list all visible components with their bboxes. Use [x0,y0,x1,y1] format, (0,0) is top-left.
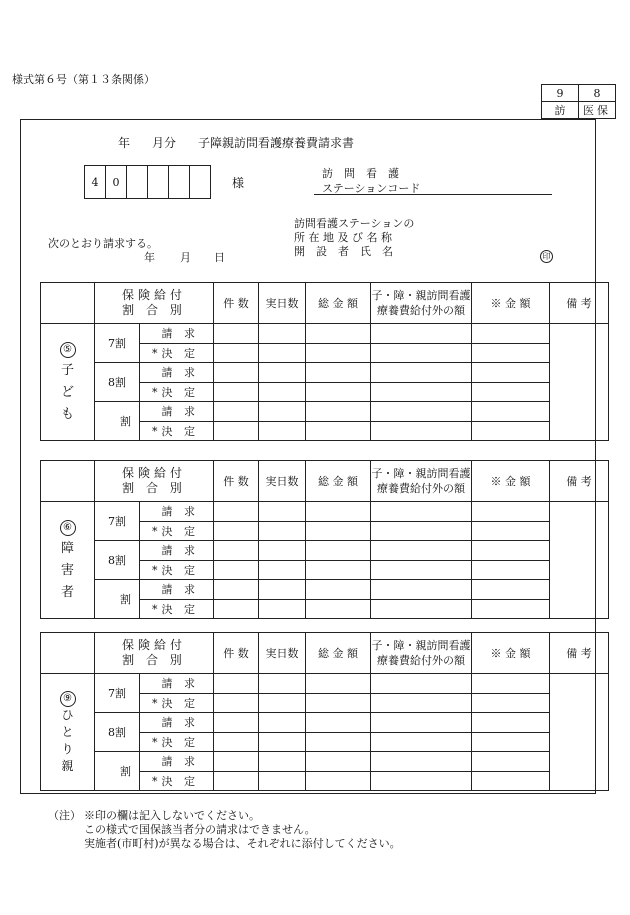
row-decision: *決 定 [140,732,214,752]
header-total: 総 金 額 [306,633,371,674]
cell[interactable] [371,771,472,791]
cell[interactable] [259,521,306,541]
cell[interactable] [371,421,472,441]
ratio-8: 8割 [95,363,140,402]
header-blank [41,633,95,674]
header-remarks: 備 考 [550,283,609,324]
cell[interactable] [371,693,472,713]
station-code-underline [314,194,552,195]
row-request: 請 求 [140,713,214,733]
header-ratio: 保険給付 割 合 別 [95,283,214,324]
code-cell: 医保 [579,102,616,119]
cell[interactable] [472,560,550,580]
header-total: 総 金 額 [306,283,371,324]
station-code-label-2: ステーションコード [322,182,421,195]
cell[interactable] [214,382,259,402]
page-title: 子障親訪問看護療養費請求書 [198,136,355,150]
cell[interactable] [371,502,472,522]
cell[interactable] [472,343,550,363]
digit-cell[interactable]: 0 [106,166,127,199]
billing-table-disabled [40,460,609,619]
billing-table-single-parent [40,632,609,791]
row-decision: *決 定 [140,560,214,580]
cell[interactable] [371,382,472,402]
cell[interactable] [306,674,371,694]
note-line: この様式で国保該当者分の請求はできません。 [84,823,316,836]
code-cell: 8 [579,85,616,102]
seal-mark [540,249,553,263]
header-ratio: 保険給付 割 合 別 [95,461,214,502]
cell[interactable] [214,752,259,772]
section-number: ⑥ [60,520,76,536]
cell[interactable] [259,732,306,752]
date-month-label: 月 [180,251,191,264]
remarks-cell[interactable] [550,324,609,441]
cell[interactable] [371,732,472,752]
cell[interactable] [371,324,472,344]
cell[interactable] [472,771,550,791]
cell[interactable] [306,541,371,561]
code-box [541,84,616,119]
date-day-label: 日 [214,251,225,264]
cell[interactable] [371,599,472,619]
cell[interactable] [306,599,371,619]
digit-cell[interactable] [190,166,211,199]
ratio-blank: 割 [95,402,140,441]
cell[interactable] [259,402,306,422]
note-line: 実施者(市町村)が異なる場合は、それぞれに添付してください。 [84,837,401,850]
digit-cell[interactable] [127,166,148,199]
cell[interactable] [371,560,472,580]
cell[interactable] [214,732,259,752]
cell[interactable] [214,674,259,694]
digit-cell[interactable] [169,166,190,199]
row-decision: *決 定 [140,771,214,791]
remarks-cell[interactable] [550,674,609,791]
row-request: 請 求 [140,541,214,561]
row-request: 請 求 [140,580,214,600]
cell[interactable] [214,693,259,713]
header-ratio: 保険給付 割 合 別 [95,633,214,674]
header-amount: ※ 金 額 [472,461,550,502]
ratio-blank: 割 [95,580,140,619]
cell[interactable] [472,382,550,402]
cell[interactable] [472,324,550,344]
row-request: 請 求 [140,674,214,694]
cell[interactable] [214,771,259,791]
section-number: ⑨ [60,691,76,707]
cell[interactable] [259,713,306,733]
station-code-digits[interactable] [84,165,211,199]
ratio-8: 8割 [95,541,140,580]
cell[interactable] [259,382,306,402]
cell[interactable] [371,580,472,600]
cell[interactable] [472,732,550,752]
header-blank [41,461,95,502]
cell[interactable] [472,402,550,422]
cell[interactable] [214,402,259,422]
cell[interactable] [214,713,259,733]
header-total: 総 金 額 [306,461,371,502]
note-line: ※印の欄は記入しないでください。 [84,809,260,822]
cell[interactable] [306,382,371,402]
header-amount: ※ 金 額 [472,633,550,674]
cell[interactable] [306,713,371,733]
cell[interactable] [371,752,472,772]
row-request: 請 求 [140,752,214,772]
ratio-7: 7割 [95,324,140,363]
code-cell: 9 [542,85,579,102]
ratio-7: 7割 [95,674,140,713]
row-decision: *決 定 [140,382,214,402]
seal-icon: 印 [540,250,553,263]
billing-table-children [40,282,609,441]
cell[interactable] [214,560,259,580]
cell[interactable] [472,599,550,619]
row-request: 請 求 [140,502,214,522]
header-other: 子・障・親訪問看護 療養費給付外の額 [371,283,472,324]
row-request: 請 求 [140,402,214,422]
cell[interactable] [306,363,371,383]
cell[interactable] [214,363,259,383]
cell[interactable] [214,580,259,600]
cell[interactable] [371,674,472,694]
cell[interactable] [472,693,550,713]
cell[interactable] [472,363,550,383]
header-count: 件 数 [214,283,259,324]
cell[interactable] [306,521,371,541]
cell[interactable] [306,580,371,600]
station-info-line1: 訪問看護ステーションの [294,217,415,230]
cell[interactable] [306,771,371,791]
row-decision: *決 定 [140,421,214,441]
cell[interactable] [306,421,371,441]
station-code-label-1: 訪 問 看 護 [322,167,399,180]
cell[interactable] [214,521,259,541]
cell[interactable] [259,560,306,580]
cell[interactable] [306,732,371,752]
cell[interactable] [259,421,306,441]
row-request: 請 求 [140,324,214,344]
cell[interactable] [259,343,306,363]
row-decision: *決 定 [140,599,214,619]
date-year-label: 年 [144,251,155,264]
honorific: 様 [232,176,245,190]
request-text: 次のとおり請求する。 [48,237,158,250]
cell[interactable] [306,752,371,772]
cell[interactable] [371,541,472,561]
cell[interactable] [259,580,306,600]
cell[interactable] [306,502,371,522]
header-count: 件 数 [214,633,259,674]
cell[interactable] [371,521,472,541]
header-remarks: 備 考 [550,633,609,674]
header-days: 実日数 [259,461,306,502]
cell[interactable] [259,752,306,772]
cell[interactable] [472,521,550,541]
cell[interactable] [214,421,259,441]
ratio-blank: 割 [95,752,140,791]
cell[interactable] [214,343,259,363]
header-other: 子・障・親訪問看護 療養費給付外の額 [371,633,472,674]
cell[interactable] [259,693,306,713]
cell[interactable] [306,402,371,422]
cell[interactable] [371,343,472,363]
digit-cell[interactable] [148,166,169,199]
cell[interactable] [259,324,306,344]
remarks-cell[interactable] [550,502,609,619]
cell[interactable] [371,363,472,383]
section-label: ⑥ 障 害 者 [41,502,95,619]
cell[interactable] [214,324,259,344]
header-days: 実日数 [259,283,306,324]
ratio-7: 7割 [95,502,140,541]
header-count: 件 数 [214,461,259,502]
header-blank [41,283,95,324]
ratio-8: 8割 [95,713,140,752]
cell[interactable] [259,502,306,522]
section-label: ⑨ ひ と り 親 [41,674,95,791]
cell[interactable] [259,771,306,791]
header-other: 子・障・親訪問看護 療養費給付外の額 [371,461,472,502]
row-request: 請 求 [140,363,214,383]
cell[interactable] [259,541,306,561]
section-label: ⑤ 子 ど も [41,324,95,441]
header-amount: ※ 金 額 [472,283,550,324]
cell[interactable] [306,560,371,580]
cell[interactable] [472,713,550,733]
cell[interactable] [472,674,550,694]
station-info-line3: 開 設 者 氏 名 [294,245,393,258]
cell[interactable] [214,502,259,522]
row-decision: *決 定 [140,343,214,363]
cell[interactable] [259,599,306,619]
header-days: 実日数 [259,633,306,674]
cell[interactable] [306,343,371,363]
cell[interactable] [306,693,371,713]
cell[interactable] [472,541,550,561]
cell[interactable] [371,713,472,733]
cell[interactable] [259,363,306,383]
cell[interactable] [472,752,550,772]
row-decision: *決 定 [140,521,214,541]
section-number: ⑤ [60,342,76,358]
digit-cell[interactable]: 4 [85,166,106,199]
code-cell: 訪 [542,102,579,119]
title-year: 年 [118,136,131,150]
cell[interactable] [214,541,259,561]
cell[interactable] [472,580,550,600]
cell[interactable] [259,674,306,694]
notes-marker: （注） [48,809,81,822]
header-remarks: 備 考 [550,461,609,502]
row-decision: *決 定 [140,693,214,713]
cell[interactable] [472,421,550,441]
cell[interactable] [214,599,259,619]
cell[interactable] [371,402,472,422]
station-info-line2: 所 在 地 及 び 名 称 [294,231,392,244]
form-number: 様式第６号（第１３条関係） [12,73,155,86]
title-month: 月分 [152,136,177,150]
cell[interactable] [472,502,550,522]
cell[interactable] [306,324,371,344]
